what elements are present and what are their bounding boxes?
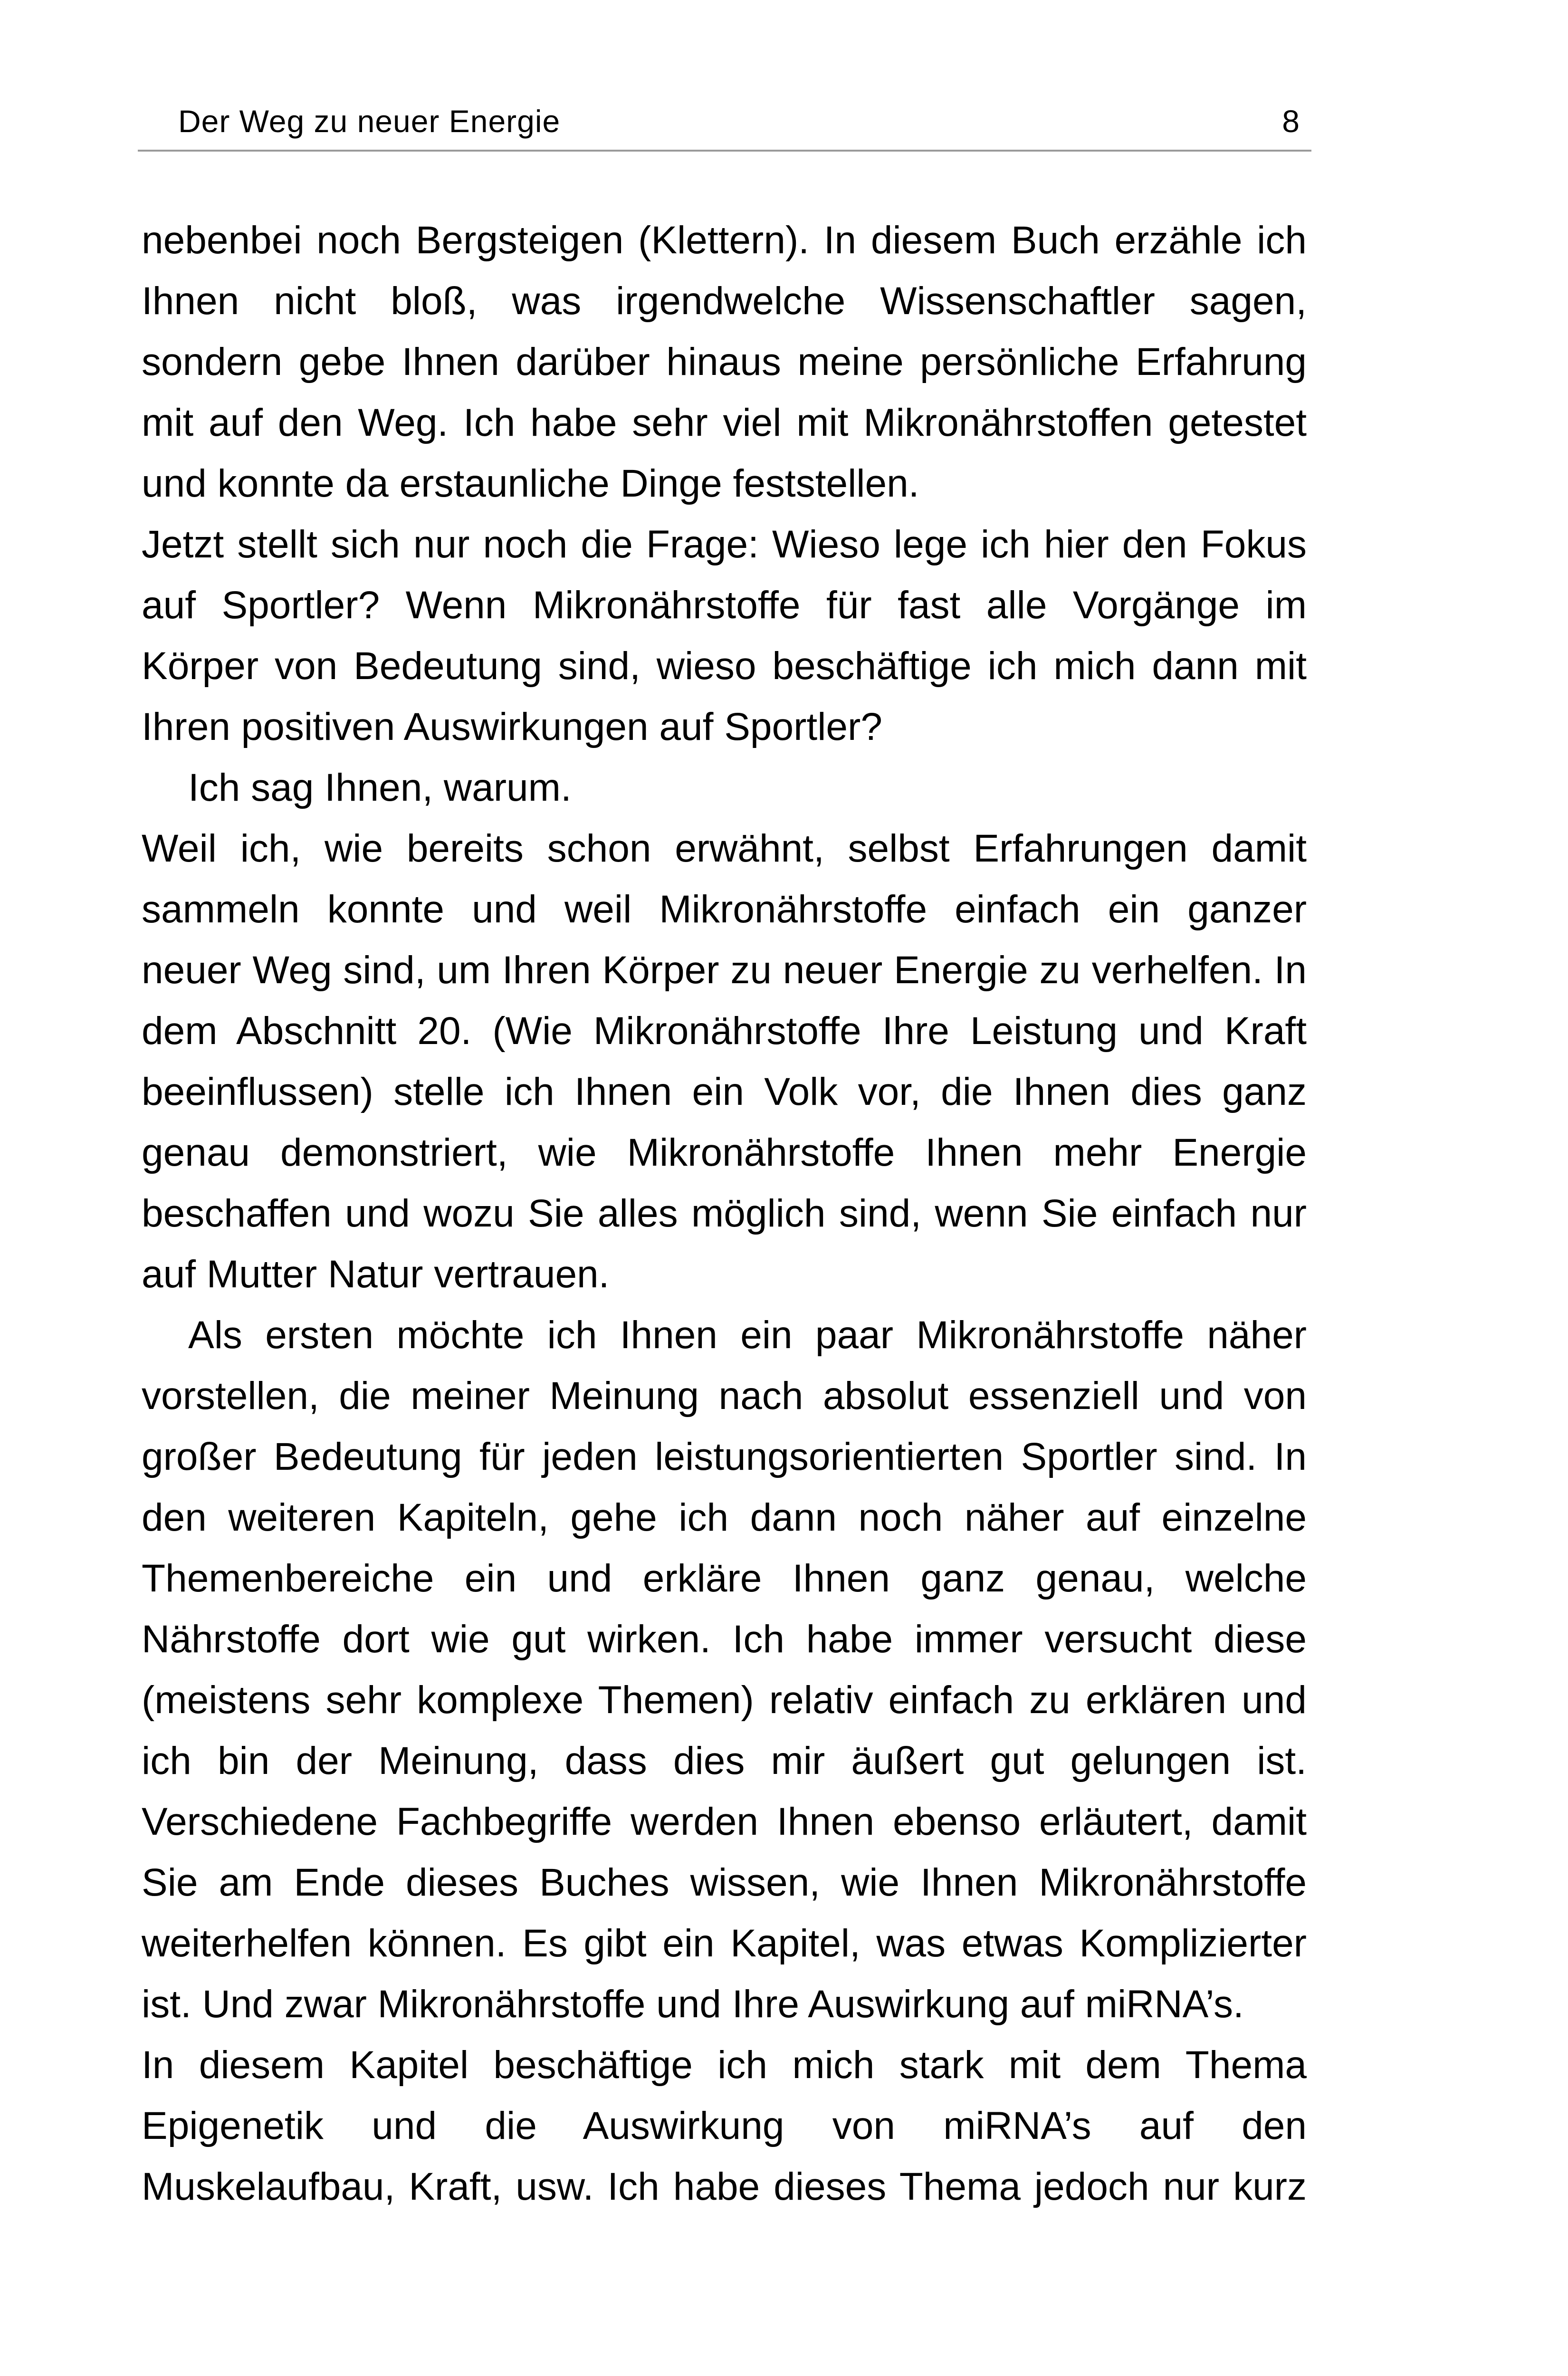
text-line: beeinflussen) stelle ich Ihnen ein Volk vor, die Ihnen dies ganz	[142, 1070, 1307, 1113]
text-line: genau demonstriert, wie Mikronährstoffe Ihnen mehr Energie	[142, 1131, 1307, 1174]
text-line: ist. Und zwar Mikronährstoffe und Ihre Auswirkung auf miRNA’s.	[142, 1983, 1244, 2026]
text-line: ich bin der Meinung, dass dies mir äußert gut gelungen ist.	[142, 1739, 1307, 1782]
text-line: vorstellen, die meiner Meinung nach absolut essenziell und von	[142, 1374, 1307, 1418]
text-line: dem Abschnitt 20. (Wie Mikronährstoffe Ihre Leistung und Kraft	[142, 1009, 1307, 1053]
text-line: nebenbei noch Bergsteigen (Klettern). In diesem Buch erzähle ich	[142, 219, 1307, 262]
text-line: den weiteren Kapiteln, gehe ich dann noch näher auf einzelne	[142, 1496, 1307, 1539]
text-line: Verschiedene Fachbegriffe werden Ihnen ebenso erläutert, damit	[142, 1800, 1307, 1843]
text-line: (meistens sehr komplexe Themen) relativ einfach zu erklären und	[142, 1678, 1307, 1722]
text-line: neuer Weg sind, um Ihren Körper zu neuer Energie zu verhelfen. In	[142, 948, 1307, 992]
text-line: In diesem Kapitel beschäftige ich mich stark mit dem Thema	[142, 2043, 1307, 2087]
running-header	[138, 97, 1311, 152]
text-line: Jetzt stellt sich nur noch die Frage: Wieso lege ich hier den Fokus	[142, 523, 1307, 566]
page-number: 8	[1282, 104, 1300, 139]
text-line: Nährstoffe dort wie gut wirken. Ich habe immer versucht diese	[142, 1618, 1307, 1661]
text-line: Ihren positiven Auswirkungen auf Sportler?	[142, 705, 882, 748]
text-line: Körper von Bedeutung sind, wieso beschäftige ich mich dann mit	[142, 644, 1307, 688]
text-line: auf Mutter Natur vertrauen.	[142, 1253, 610, 1296]
header-title: Der Weg zu neuer Energie	[178, 104, 561, 139]
text-line: Weil ich, wie bereits schon erwähnt, selbst Erfahrungen damit	[142, 827, 1307, 870]
text-line: auf Sportler? Wenn Mikronährstoffe für fast alle Vorgänge im	[142, 584, 1307, 627]
text-line: Themenbereiche ein und erkläre Ihnen ganz genau, welche	[142, 1557, 1307, 1600]
text-line: Sie am Ende dieses Buches wissen, wie Ihnen Mikronährstoffe	[142, 1861, 1307, 1904]
text-line: weiterhelfen können. Es gibt ein Kapitel, was etwas Komplizierter	[142, 1922, 1307, 1965]
text-line: sammeln konnte und weil Mikronährstoffe einfach ein ganzer	[142, 888, 1307, 931]
text-line: Ich sag Ihnen, warum.	[188, 766, 572, 809]
text-line: und konnte da erstaunliche Dinge feststellen.	[142, 462, 919, 505]
text-line: sondern gebe Ihnen darüber hinaus meine persönliche Erfahrung	[142, 340, 1307, 383]
text-line: Ihnen nicht bloß, was irgendwelche Wissenschaftler sagen,	[142, 279, 1307, 323]
text-line: Muskelaufbau, Kraft, usw. Ich habe dieses Thema jedoch nur kurz	[142, 2165, 1307, 2208]
text-line: beschaffen und wozu Sie alles möglich sind, wenn Sie einfach nur	[142, 1192, 1307, 1235]
text-line: mit auf den Weg. Ich habe sehr viel mit Mikronährstoffen getestet	[142, 401, 1307, 444]
body-text	[142, 210, 1307, 2217]
text-line: großer Bedeutung für jeden leistungsorientierten Sportler sind. In	[142, 1435, 1307, 1478]
text-line: Als ersten möchte ich Ihnen ein paar Mikronährstoffe näher	[188, 1313, 1307, 1357]
text-line: Epigenetik und die Auswirkung von miRNA’s auf den	[142, 2104, 1307, 2147]
